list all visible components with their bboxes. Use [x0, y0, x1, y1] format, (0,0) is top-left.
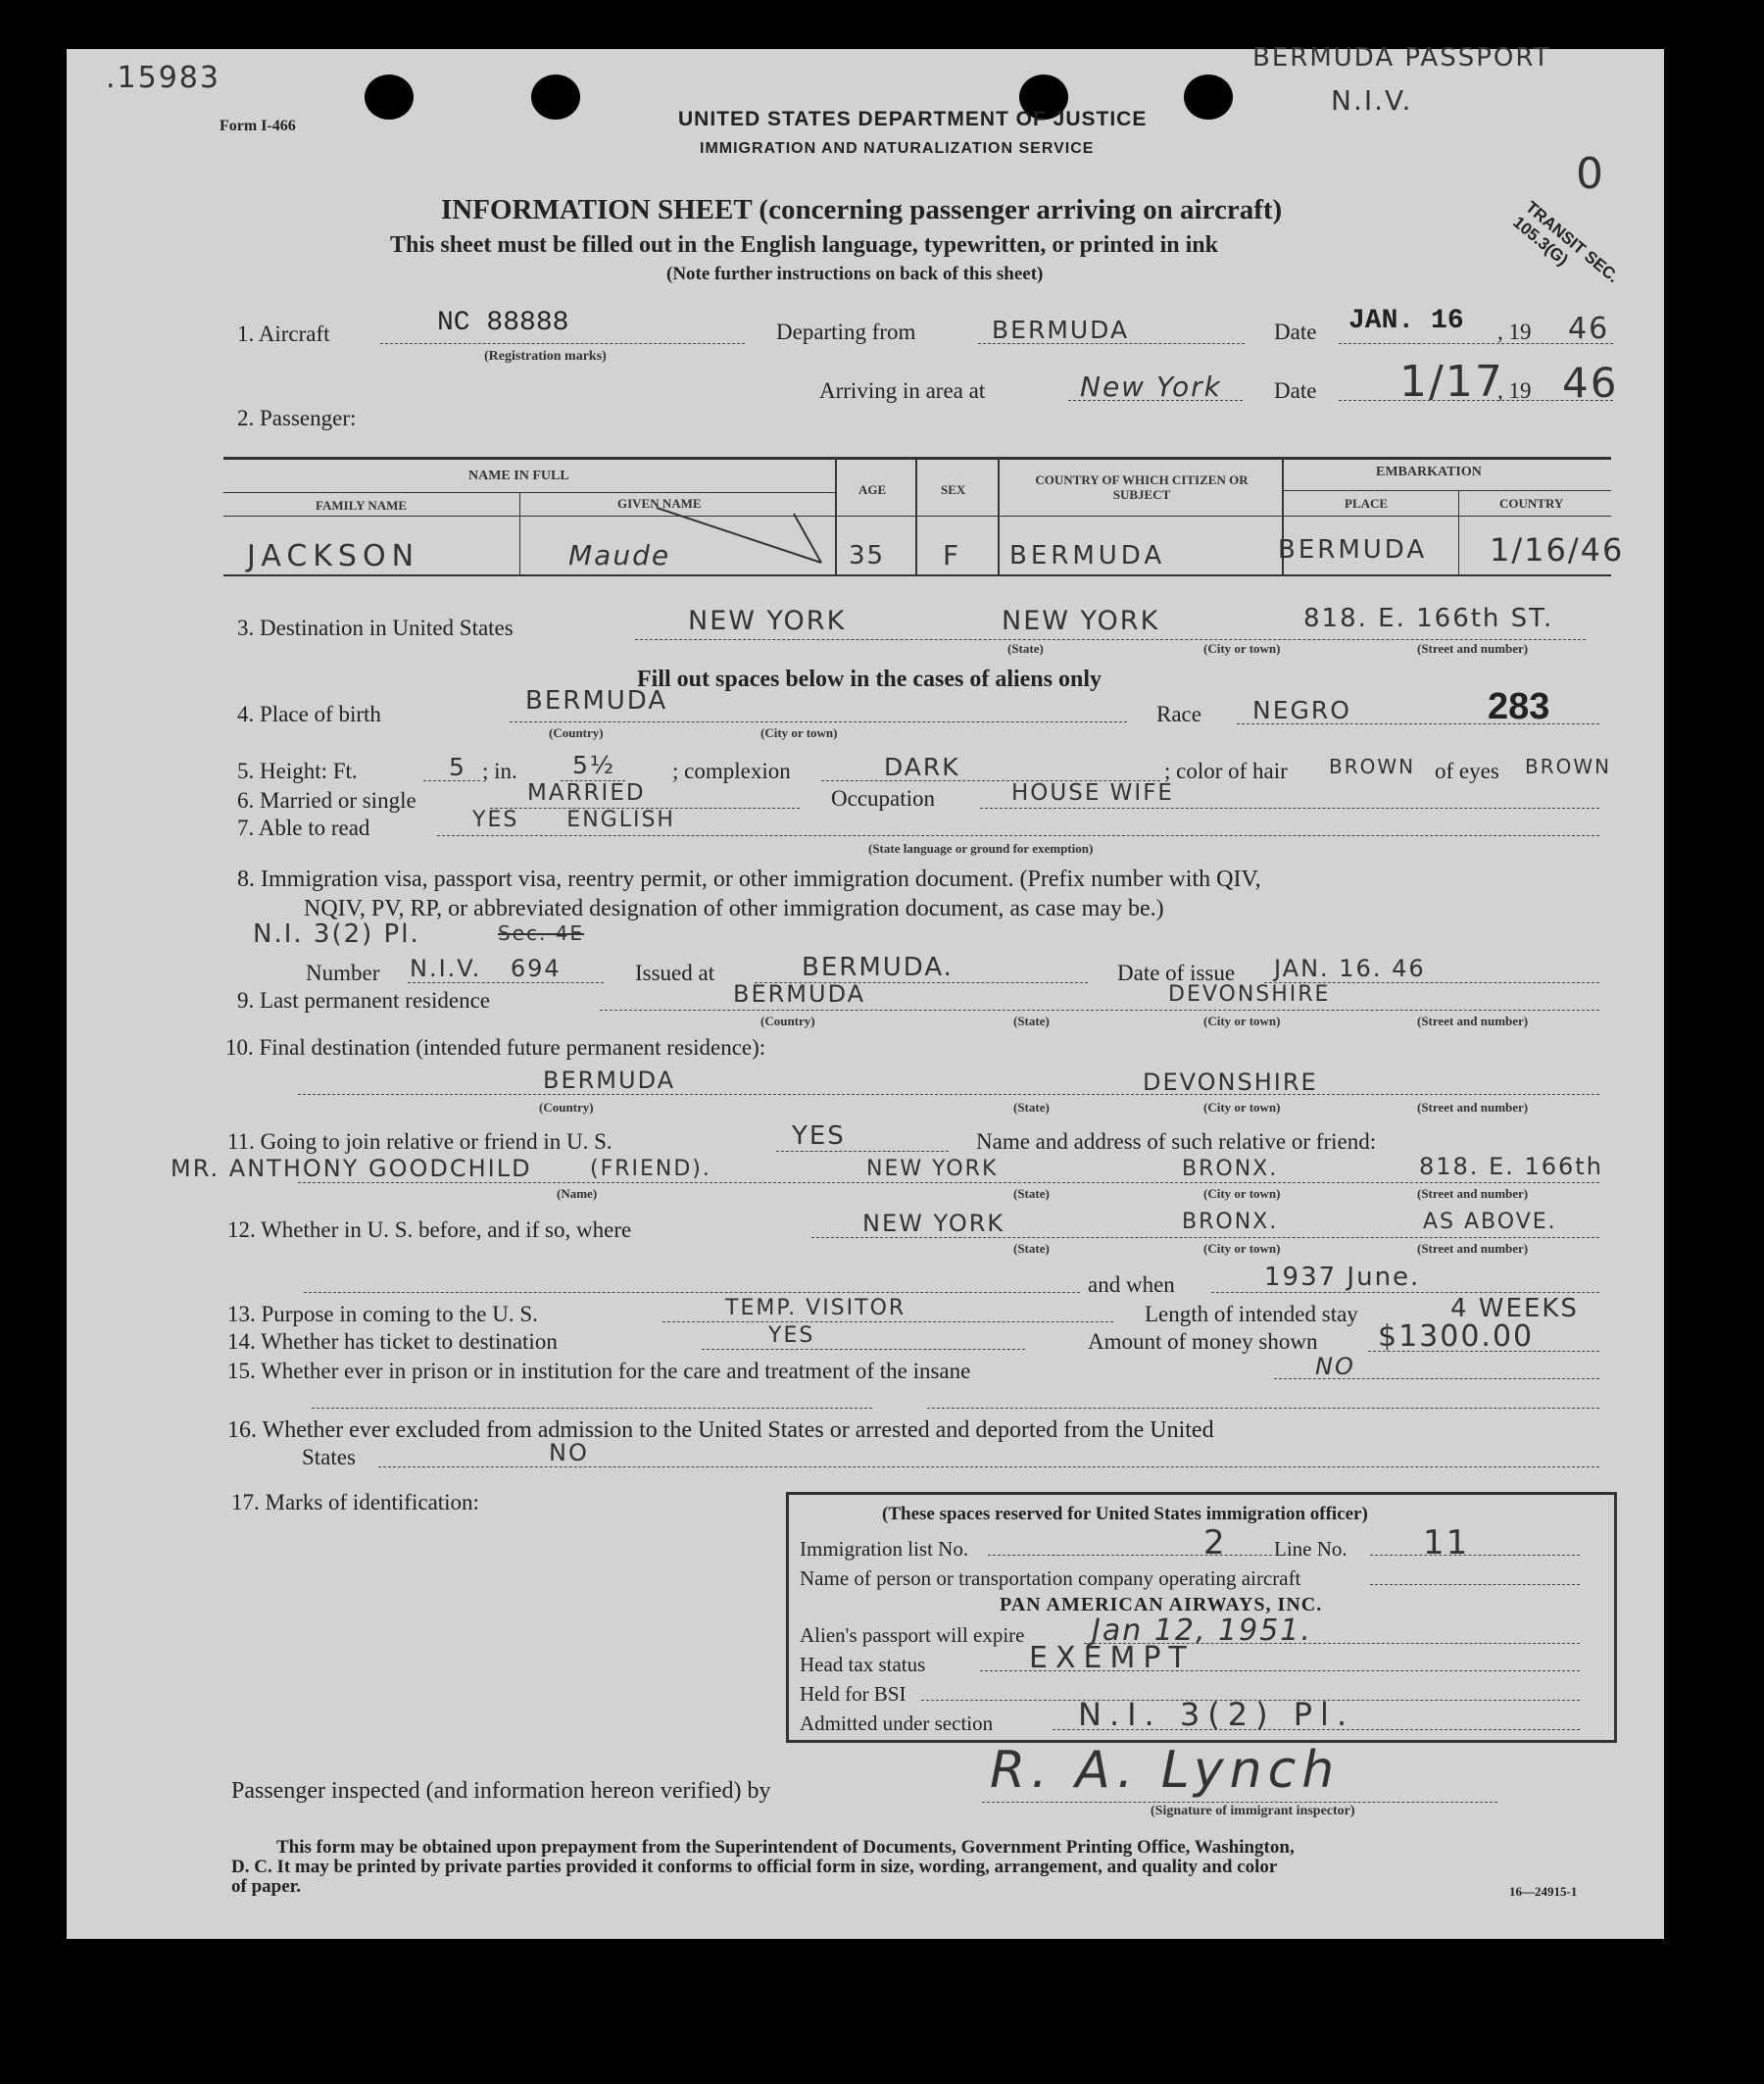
arrival-date: 1/17 [1399, 357, 1504, 407]
number-label: Number [306, 961, 380, 985]
excluded-line1: 16. Whether ever excluded from admission to the United States or arrested and deported from the United [227, 1417, 1214, 1443]
sex-value: F [943, 539, 961, 571]
eyes-value: BROWN [1525, 755, 1612, 778]
departing-value: BERMUDA [992, 316, 1130, 344]
visa-handwritten: N.I. 3(2) Pl. [253, 919, 420, 949]
aliens-heading: Fill out spaces below in the cases of aliens only [637, 667, 1102, 692]
bermuda-passport-note: BERMUDA PASSPORT [1252, 43, 1551, 73]
read-label: 7. Able to read [237, 816, 370, 840]
final-state-caption: (State) [1013, 1100, 1050, 1115]
family-name-value: JACKSON [247, 539, 420, 573]
citizen-header: COUNTRY OF WHICH CITIZEN OR SUBJECT [1035, 472, 1249, 502]
prison-label: 15. Whether ever in prison or in institution for the care and treatment of the insane [227, 1359, 971, 1383]
relative-state-caption: (State) [1013, 1186, 1050, 1201]
section-label: Admitted under section [800, 1712, 994, 1735]
final-street-caption: (Street and number) [1417, 1100, 1529, 1115]
strike-arrow [647, 502, 833, 571]
punch-hole [531, 74, 580, 120]
final-city-caption: (City or town) [1203, 1100, 1281, 1115]
reg-caption: (Registration marks) [484, 349, 607, 364]
country-header: COUNTRY [1499, 496, 1564, 511]
circle-zero: 0 [1576, 149, 1605, 199]
visa-line1: 8. Immigration visa, passport visa, reentry permit, or other immigration document. (Prefix number with QIV, [237, 867, 1261, 892]
note: (Note further instructions on back of this sheet) [666, 264, 1044, 284]
excluded-value: NO [549, 1439, 589, 1466]
operator-label: Name of person or transportation company operating aircraft [800, 1566, 1301, 1590]
marital-value: MARRIED [527, 780, 646, 806]
residence-city: DEVONSHIRE [1168, 982, 1331, 1007]
sex-header: SEX [941, 482, 966, 497]
departing-label: Departing from [776, 320, 916, 344]
stay-value: 4 WEEKS [1450, 1294, 1579, 1323]
operator-value: PAN AMERICAN AIRWAYS, INC. [1000, 1594, 1323, 1615]
final-country-caption: (Country) [539, 1100, 594, 1115]
join-label: 11. Going to join relative or friend in U. S. [227, 1129, 612, 1154]
before-state: NEW YORK [862, 1210, 1005, 1237]
when-value: 1937 June. [1264, 1263, 1421, 1292]
ticket-label: 14. Whether has ticket to destination [227, 1329, 558, 1354]
residence-country: BERMUDA [733, 980, 866, 1008]
inches-label: ; in. [482, 759, 517, 783]
occupation-value: HOUSE WIFE [1011, 780, 1174, 806]
arriving-label: Arriving in area at [819, 378, 986, 403]
footer-code: 16—24915-1 [1509, 1884, 1578, 1899]
res-state-caption: (State) [1013, 1014, 1050, 1028]
passenger-label: 2. Passenger: [237, 406, 357, 430]
relative-relation: (FRIEND). [590, 1157, 711, 1181]
line-no-value: 11 [1423, 1523, 1470, 1563]
passport-label: Alien's passport will expire [800, 1623, 1025, 1647]
birth-city-caption: (City or town) [760, 725, 838, 740]
before-state-caption: (State) [1013, 1241, 1050, 1256]
list-no-value: 2 [1203, 1523, 1227, 1563]
form-title: INFORMATION SHEET (concerning passenger arriving on aircraft) [441, 194, 1283, 225]
transit-stamp: TRANSIT SEC. 105.3(G) [1509, 197, 1623, 287]
tax-value: EXEMPT [1029, 1641, 1195, 1675]
given-name-value: Maude [568, 539, 671, 571]
visa-line2: NQIV, PV, RP, or abbreviated designation of other immigration document, as case may be.) [304, 896, 1164, 921]
arriving-value: New York [1080, 371, 1222, 403]
birth-country-caption: (Country) [549, 725, 604, 740]
relative-name-label: Name and address of such relative or friend: [976, 1129, 1377, 1154]
section-value: N.I. 3(2) Pl. [1078, 1696, 1355, 1733]
embark-country-value: 1/16/46 [1490, 531, 1625, 569]
res-city-caption: (City or town) [1203, 1014, 1281, 1028]
department: UNITED STATES DEPARTMENT OF JUSTICE [678, 108, 1148, 130]
birthplace-country: BERMUDA [525, 686, 668, 716]
citizen-value: BERMUDA [1009, 541, 1166, 571]
residence-label: 9. Last permanent residence [237, 988, 490, 1013]
line-no-label: Line No. [1274, 1537, 1348, 1561]
relative-name-caption: (Name) [557, 1186, 598, 1201]
file-number: .15983 [106, 61, 220, 95]
inspector-signature: R. A. Lynch [990, 1741, 1341, 1800]
race-code: 283 [1488, 686, 1550, 727]
given-name-header: GIVEN NAME [617, 496, 702, 511]
issue-date-value: JAN. 16. 46 [1274, 955, 1426, 982]
occupation-label: Occupation [831, 786, 936, 811]
embark-place-value: BERMUDA [1278, 535, 1428, 565]
ticket-value: YES [768, 1323, 815, 1348]
before-label: 12. Whether in U. S. before, and if so, where [227, 1217, 632, 1242]
relative-city: BRONX. [1182, 1157, 1279, 1181]
purpose-label: 13. Purpose in coming to the U. S. [227, 1302, 538, 1326]
aircraft-value: NC 88888 [437, 308, 569, 338]
read-caption: (State language or ground for exemption) [868, 841, 1094, 856]
relative-street: 818. E. 166th [1419, 1153, 1603, 1180]
res-street-caption: (Street and number) [1417, 1014, 1529, 1028]
relative-street-caption: (Street and number) [1417, 1186, 1529, 1201]
eyes-label: of eyes [1435, 759, 1499, 783]
prison-value: NO [1315, 1353, 1355, 1380]
footer-line3: of paper. [231, 1876, 302, 1897]
destination-street: 818. E. 166th ST. [1303, 604, 1554, 633]
relative-state: NEW YORK [866, 1157, 999, 1181]
complexion-value: DARK [884, 753, 960, 781]
when-label: and when [1088, 1272, 1175, 1297]
stay-label: Length of intended stay [1145, 1302, 1358, 1326]
marks-label: 17. Marks of identification: [231, 1490, 479, 1514]
relative-city-caption: (City or town) [1203, 1186, 1281, 1201]
departure-year: 46 [1568, 312, 1610, 346]
departure-date: JAN. 16 [1348, 306, 1464, 336]
destination-state-b: NEW YORK [1002, 606, 1160, 636]
passport-value: Jan 12, 1951. [1092, 1613, 1312, 1648]
issued-label: Issued at [635, 961, 715, 985]
money-label: Amount of money shown [1088, 1329, 1318, 1354]
arrival-date-label: Date [1274, 378, 1317, 403]
embarkation-header: EMBARKATION [1376, 465, 1482, 479]
dest-city-caption: (City or town) [1203, 641, 1281, 656]
dest-state-caption: (State) [1007, 641, 1044, 656]
before-street: AS ABOVE. [1423, 1210, 1557, 1234]
height-label: 5. Height: Ft. [237, 759, 358, 783]
height-ft: 5 [449, 753, 466, 781]
list-no-label: Immigration list No. [800, 1537, 969, 1561]
before-city-caption: (City or town) [1203, 1241, 1281, 1256]
before-city: BRONX. [1182, 1210, 1279, 1234]
purpose-value: TEMP. VISITOR [725, 1296, 906, 1320]
aircraft-label: 1. Aircraft [237, 322, 330, 346]
date-year-prefix: , 19 [1497, 320, 1532, 344]
destination-label: 3. Destination in United States [237, 616, 514, 640]
punch-hole [1184, 74, 1233, 120]
birthplace-label: 4. Place of birth [237, 702, 381, 726]
punch-hole [365, 74, 414, 120]
dest-street-caption: (Street and number) [1417, 641, 1529, 656]
tax-label: Head tax status [800, 1653, 926, 1676]
visa-struck: Sec. 4E [498, 921, 585, 945]
issued-value: BERMUDA. [802, 953, 954, 982]
footer-line2: D. C. It may be printed by private parties provided it conforms to official form in size, wording, arrangement, and quality and color [231, 1857, 1278, 1877]
age-header: AGE [858, 482, 887, 497]
arrival-year: 46 [1562, 359, 1619, 407]
hair-value: BROWN [1329, 755, 1416, 778]
form-number: Form I-466 [220, 118, 296, 134]
join-value: YES [792, 1121, 846, 1151]
complexion-label: ; complexion [672, 759, 791, 783]
inspection-label: Passenger inspected (and information hereon verified) by [231, 1778, 771, 1804]
place-header: PLACE [1345, 496, 1389, 511]
height-in: 5½ [572, 751, 616, 779]
instruction: This sheet must be filled out in the English language, typewritten, or printed in ink [390, 232, 1218, 258]
read-value: YES ENGLISH [472, 808, 675, 832]
relative-name: MR. ANTHONY GOODCHILD [171, 1155, 532, 1182]
signature-caption: (Signature of immigrant inspector) [1151, 1804, 1355, 1818]
niv-note: N.I.V. [1331, 84, 1413, 117]
name-in-full-header: NAME IN FULL [468, 469, 569, 483]
footer-line1: This form may be obtained upon prepayment from the Superintendent of Documents, Government Printing Office, Washington, [276, 1837, 1295, 1858]
number-value: N.I.V. 694 [410, 955, 562, 982]
money-value: $1300.00 [1378, 1319, 1535, 1354]
race-label: Race [1156, 702, 1201, 726]
issue-date-label: Date of issue [1117, 961, 1236, 985]
hair-label: ; color of hair [1164, 759, 1288, 783]
before-street-caption: (Street and number) [1417, 1241, 1529, 1256]
officer-heading: (These spaces reserved for United States immigration officer) [882, 1504, 1368, 1524]
family-name-header: FAMILY NAME [316, 498, 408, 513]
date-label: Date [1274, 320, 1317, 344]
res-country-caption: (Country) [760, 1014, 815, 1028]
arrival-year-prefix: , 19 [1497, 378, 1532, 403]
final-dest-label: 10. Final destination (intended future permanent residence): [225, 1035, 766, 1060]
destination-state-a: NEW YORK [688, 606, 847, 636]
marital-label: 6. Married or single [237, 788, 416, 813]
excluded-line2: States [302, 1445, 356, 1469]
age-value: 35 [849, 541, 886, 571]
final-dest-city: DEVONSHIRE [1143, 1068, 1318, 1096]
service: IMMIGRATION AND NATURALIZATION SERVICE [700, 140, 1095, 157]
final-dest-country: BERMUDA [543, 1067, 676, 1094]
race-value: NEGRO [1252, 696, 1351, 724]
bsi-label: Held for BSI [800, 1682, 906, 1706]
